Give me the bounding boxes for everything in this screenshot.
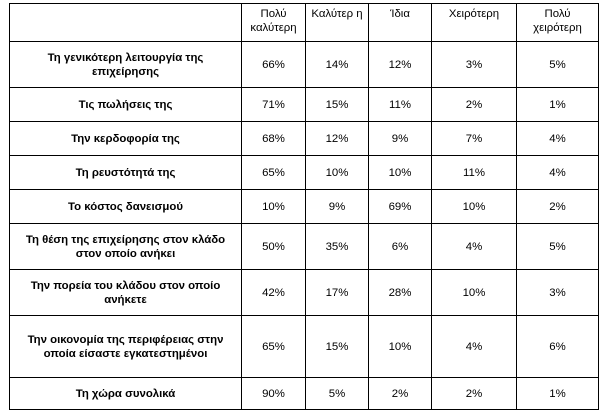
row-label: Τη θέση της επιχείρησης στον κλάδο στον οποίο ανήκει — [10, 224, 242, 270]
cell-value: 50% — [242, 224, 306, 270]
cell-value: 35% — [306, 224, 369, 270]
row-label: Τη γενικότερη λειτουργία της επιχείρησης — [10, 42, 242, 88]
header-same: Ίδια — [369, 4, 432, 42]
cell-value: 15% — [306, 316, 369, 378]
cell-value: 9% — [369, 122, 432, 156]
row-label: Την πορεία του κλάδου στον οποίο ανήκετε — [10, 270, 242, 316]
cell-value: 2% — [369, 378, 432, 410]
cell-value: 17% — [306, 270, 369, 316]
cell-value: 42% — [242, 270, 306, 316]
survey-results-table — [9, 3, 599, 410]
cell-value: 5% — [517, 42, 599, 88]
header-worse: Χειρότερη — [432, 4, 517, 42]
cell-value: 3% — [432, 42, 517, 88]
cell-value: 12% — [306, 122, 369, 156]
cell-value: 10% — [432, 270, 517, 316]
header-better: Καλύτερ η — [306, 4, 369, 42]
table-row — [10, 316, 599, 378]
cell-value: 4% — [432, 224, 517, 270]
row-label: Την οικονομία της περιφέρειας στην οποία είσαστε εγκατεστημένοι — [10, 316, 242, 378]
cell-value: 11% — [369, 88, 432, 122]
header-cell-empty — [10, 4, 242, 42]
cell-value: 65% — [242, 156, 306, 190]
cell-value: 10% — [369, 156, 432, 190]
cell-value: 10% — [242, 190, 306, 224]
cell-value: 4% — [517, 122, 599, 156]
table-header-row — [10, 4, 599, 42]
row-label: Την κερδοφορία της — [10, 122, 242, 156]
header-much-better: Πολύ καλύτερη — [242, 4, 306, 42]
cell-value: 4% — [517, 156, 599, 190]
cell-value: 12% — [369, 42, 432, 88]
cell-value: 3% — [517, 270, 599, 316]
cell-value: 5% — [306, 378, 369, 410]
cell-value: 68% — [242, 122, 306, 156]
cell-value: 6% — [369, 224, 432, 270]
cell-value: 6% — [517, 316, 599, 378]
cell-value: 28% — [369, 270, 432, 316]
table-row — [10, 42, 599, 88]
header-much-worse: Πολύ χειρότερη — [517, 4, 599, 42]
cell-value: 2% — [432, 378, 517, 410]
cell-value: 1% — [517, 88, 599, 122]
row-label: Τη χώρα συνολικά — [10, 378, 242, 410]
cell-value: 7% — [432, 122, 517, 156]
cell-value: 14% — [306, 42, 369, 88]
table-row — [10, 190, 599, 224]
table-row — [10, 224, 599, 270]
cell-value: 2% — [432, 88, 517, 122]
table-row — [10, 270, 599, 316]
cell-value: 4% — [432, 316, 517, 378]
cell-value: 11% — [432, 156, 517, 190]
cell-value: 10% — [432, 190, 517, 224]
table-row — [10, 378, 599, 410]
row-label: Τις πωλήσεις της — [10, 88, 242, 122]
cell-value: 10% — [369, 316, 432, 378]
cell-value: 2% — [517, 190, 599, 224]
table-row — [10, 122, 599, 156]
cell-value: 1% — [517, 378, 599, 410]
cell-value: 15% — [306, 88, 369, 122]
cell-value: 9% — [306, 190, 369, 224]
cell-value: 66% — [242, 42, 306, 88]
cell-value: 5% — [517, 224, 599, 270]
row-label: Τη ρευστότητά της — [10, 156, 242, 190]
cell-value: 10% — [306, 156, 369, 190]
cell-value: 65% — [242, 316, 306, 378]
cell-value: 69% — [369, 190, 432, 224]
table-row — [10, 88, 599, 122]
table-row — [10, 156, 599, 190]
cell-value: 90% — [242, 378, 306, 410]
row-label: Το κόστος δανεισμού — [10, 190, 242, 224]
cell-value: 71% — [242, 88, 306, 122]
